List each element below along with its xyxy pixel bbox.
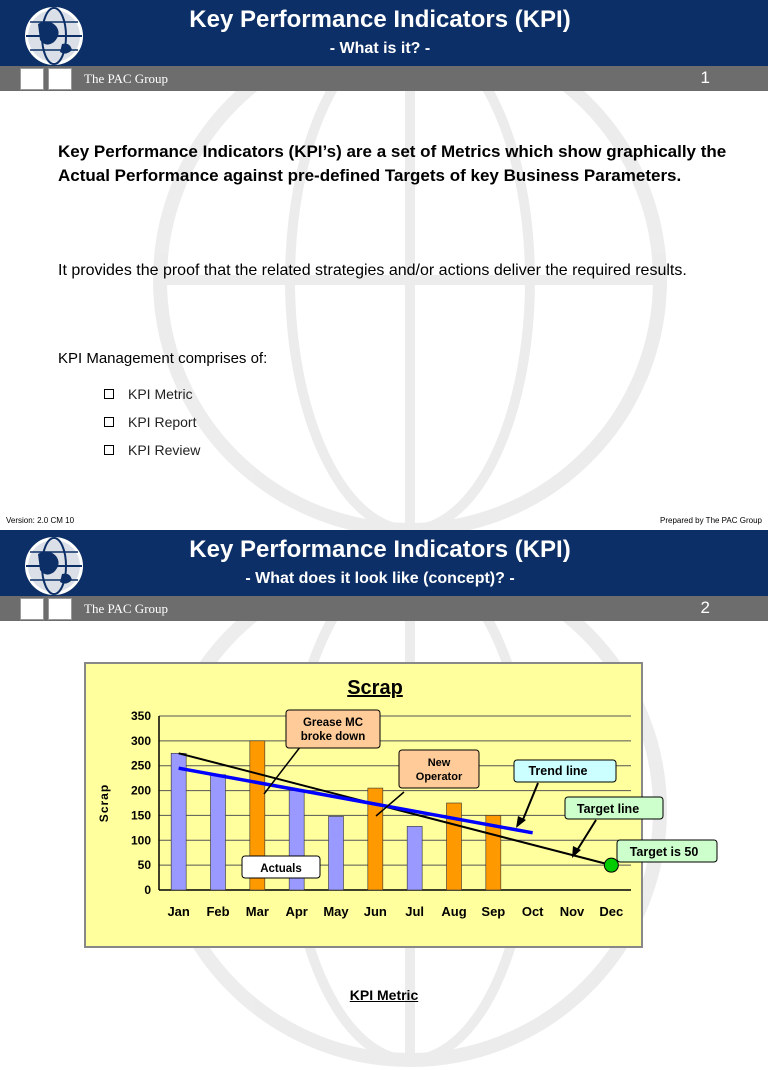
globe-logo-icon <box>18 534 90 598</box>
list-item-label: KPI Report <box>128 414 197 430</box>
list-item <box>104 436 200 464</box>
header-square <box>20 68 44 90</box>
target-line-pointer <box>576 820 596 852</box>
y-tick-label: 300 <box>130 733 151 748</box>
operator-callout-text: New <box>427 757 451 769</box>
trend-line-label: Trend line <box>528 764 588 778</box>
checkbox-bullet-icon <box>104 417 114 427</box>
y-tick-label: 150 <box>130 808 151 823</box>
slide-2 <box>0 530 768 1024</box>
kpi-purpose: It provides the proof that the related strategies and/or actions deliver the required results. <box>58 262 687 279</box>
globe-logo-icon <box>18 4 90 68</box>
x-tick-label: May <box>323 904 349 919</box>
slide-1 <box>0 0 768 530</box>
x-tick-label: Oct <box>521 904 544 919</box>
x-tick-label: Jul <box>405 904 425 919</box>
target-point <box>604 858 618 872</box>
y-tick-label: 350 <box>130 709 151 723</box>
header-square <box>48 598 72 620</box>
version-footer: Version: 2.0 CM 10 <box>6 516 75 525</box>
x-tick-label: Jan <box>167 904 190 919</box>
company-name: The PAC Group <box>84 71 169 86</box>
bar-jan <box>171 753 186 890</box>
bar-jul <box>407 826 422 890</box>
actuals-label: Actuals <box>260 863 302 875</box>
slide-title: Key Performance Indicators (KPI) <box>189 6 571 33</box>
header-square <box>48 68 72 90</box>
x-tick-label: Feb <box>206 904 230 919</box>
list-item-label: KPI Review <box>128 442 201 458</box>
slide-subtitle: - What does it look like (concept)? - <box>245 570 515 587</box>
y-tick-label: 250 <box>130 758 151 773</box>
y-tick-label: 200 <box>130 783 151 798</box>
list-item <box>104 408 200 436</box>
x-tick-label: Nov <box>559 904 585 919</box>
y-axis-label: Scrap <box>97 783 111 823</box>
y-tick-label: 50 <box>137 858 151 873</box>
header-square <box>20 598 44 620</box>
y-tick-label: 0 <box>144 883 151 897</box>
kpi-definition: Key Performance Indicators (KPI’s) are a set of Metrics which show graphically the Actual Performance against pre-defined Targets of key Business Parameters. <box>58 142 727 185</box>
grease-callout-text: broke down <box>300 731 366 743</box>
x-tick-label: Apr <box>285 904 308 919</box>
trend-line-pointer <box>522 783 538 822</box>
comprises-label: KPI Management comprises of: <box>58 350 268 367</box>
chart-caption: KPI Metric <box>349 987 419 1003</box>
checkbox-bullet-icon <box>104 445 114 455</box>
grease-callout-text: Grease MC <box>302 717 364 729</box>
target-line-label: Target line <box>576 802 640 816</box>
x-tick-label: Sep <box>481 904 506 919</box>
y-tick-label: 100 <box>130 833 151 848</box>
checkbox-bullet-icon <box>104 389 114 399</box>
company-name: The PAC Group <box>84 601 169 616</box>
operator-callout-text: Operator <box>415 771 463 783</box>
prepared-by-footer: Prepared by The PAC Group <box>660 516 762 525</box>
x-tick-label: Dec <box>599 904 624 919</box>
kpi-management-list <box>104 380 200 464</box>
scrap-chart <box>86 664 699 946</box>
slide-number: 1 <box>700 68 710 87</box>
scrap-chart-frame <box>84 662 699 948</box>
x-tick-label: Jun <box>363 904 387 919</box>
slide-title: Key Performance Indicators (KPI) <box>189 536 571 563</box>
list-item <box>104 380 200 408</box>
bar-may <box>329 816 344 890</box>
x-tick-label: Aug <box>441 904 467 919</box>
slide-subtitle: - What is it? - <box>329 40 431 57</box>
bar-feb <box>211 775 226 890</box>
slide-number: 2 <box>700 598 710 617</box>
chart-title: Scrap <box>347 677 403 699</box>
trend-line <box>179 768 533 833</box>
x-tick-label: Mar <box>245 904 269 919</box>
target-value-label: Target is 50 <box>629 845 699 859</box>
list-item-label: KPI Metric <box>128 386 193 402</box>
